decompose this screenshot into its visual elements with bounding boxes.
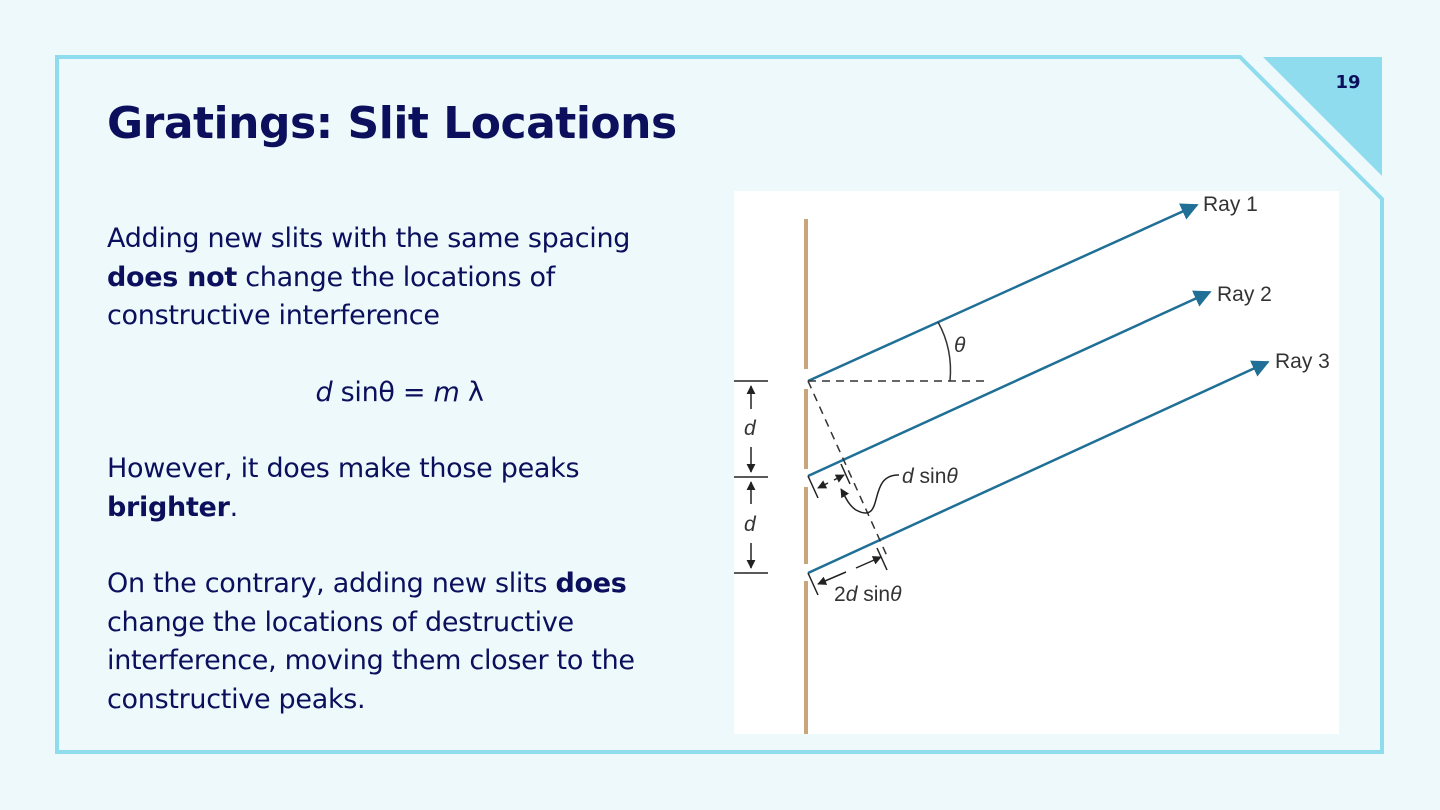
paragraph-destructive — [107, 565, 707, 719]
ray-2-label: Ray 2 — [1217, 283, 1272, 306]
wavefront-line — [808, 381, 887, 556]
para1-line1: Adding new slits with the same spacing — [107, 223, 631, 254]
path-diff-tick — [841, 464, 850, 484]
para2-end: . — [229, 491, 238, 523]
grating-diagram-svg — [734, 191, 1339, 734]
para3-bold: does — [555, 568, 627, 599]
page-number: 19 — [1335, 72, 1361, 93]
paragraph-brighter — [107, 450, 707, 527]
ray-3-label: Ray 3 — [1275, 350, 1330, 373]
path-diff-tick — [808, 573, 818, 595]
path-diff-arrow — [818, 483, 828, 488]
path-diff-2-label: 2d sinθ — [834, 583, 902, 606]
path-diff-leader — [841, 475, 899, 513]
grating-equation — [107, 374, 692, 413]
para2-bold: brighter — [107, 491, 230, 523]
equation-sin: sinθ = — [332, 376, 434, 408]
angle-label: θ — [954, 334, 966, 357]
body-text — [107, 220, 707, 719]
path-diff-arrow-2 — [856, 557, 881, 568]
para3-text2: change the locations of destructive interference, moving them closer to the constructive peaks. — [107, 606, 635, 715]
path-diff-1-label: d sinθ — [902, 465, 958, 488]
ray-2 — [808, 292, 1210, 476]
spacing-label-2: d — [744, 513, 756, 536]
angle-arc — [938, 322, 951, 381]
para1-rest: change the locations of constructive interference — [107, 261, 555, 331]
path-diff-tick — [808, 476, 818, 498]
grating-diagram — [734, 191, 1339, 734]
spacing-label-1: d — [744, 417, 756, 440]
slide-title: Gratings: Slit Locations — [107, 98, 677, 149]
equation-d: d — [315, 376, 333, 408]
para1-bold: does not — [107, 261, 237, 293]
ray-3 — [808, 362, 1268, 573]
equation-lambda: λ — [459, 376, 484, 408]
equation-m: m — [433, 376, 460, 408]
paragraph-constructive — [107, 220, 707, 336]
para2-text: However, it does make those peaks — [107, 453, 580, 484]
para3-text1: On the contrary, adding new slits — [107, 568, 556, 599]
path-diff-arrow — [834, 475, 844, 480]
ray-1 — [808, 205, 1197, 381]
ray-1-label: Ray 1 — [1203, 193, 1258, 216]
